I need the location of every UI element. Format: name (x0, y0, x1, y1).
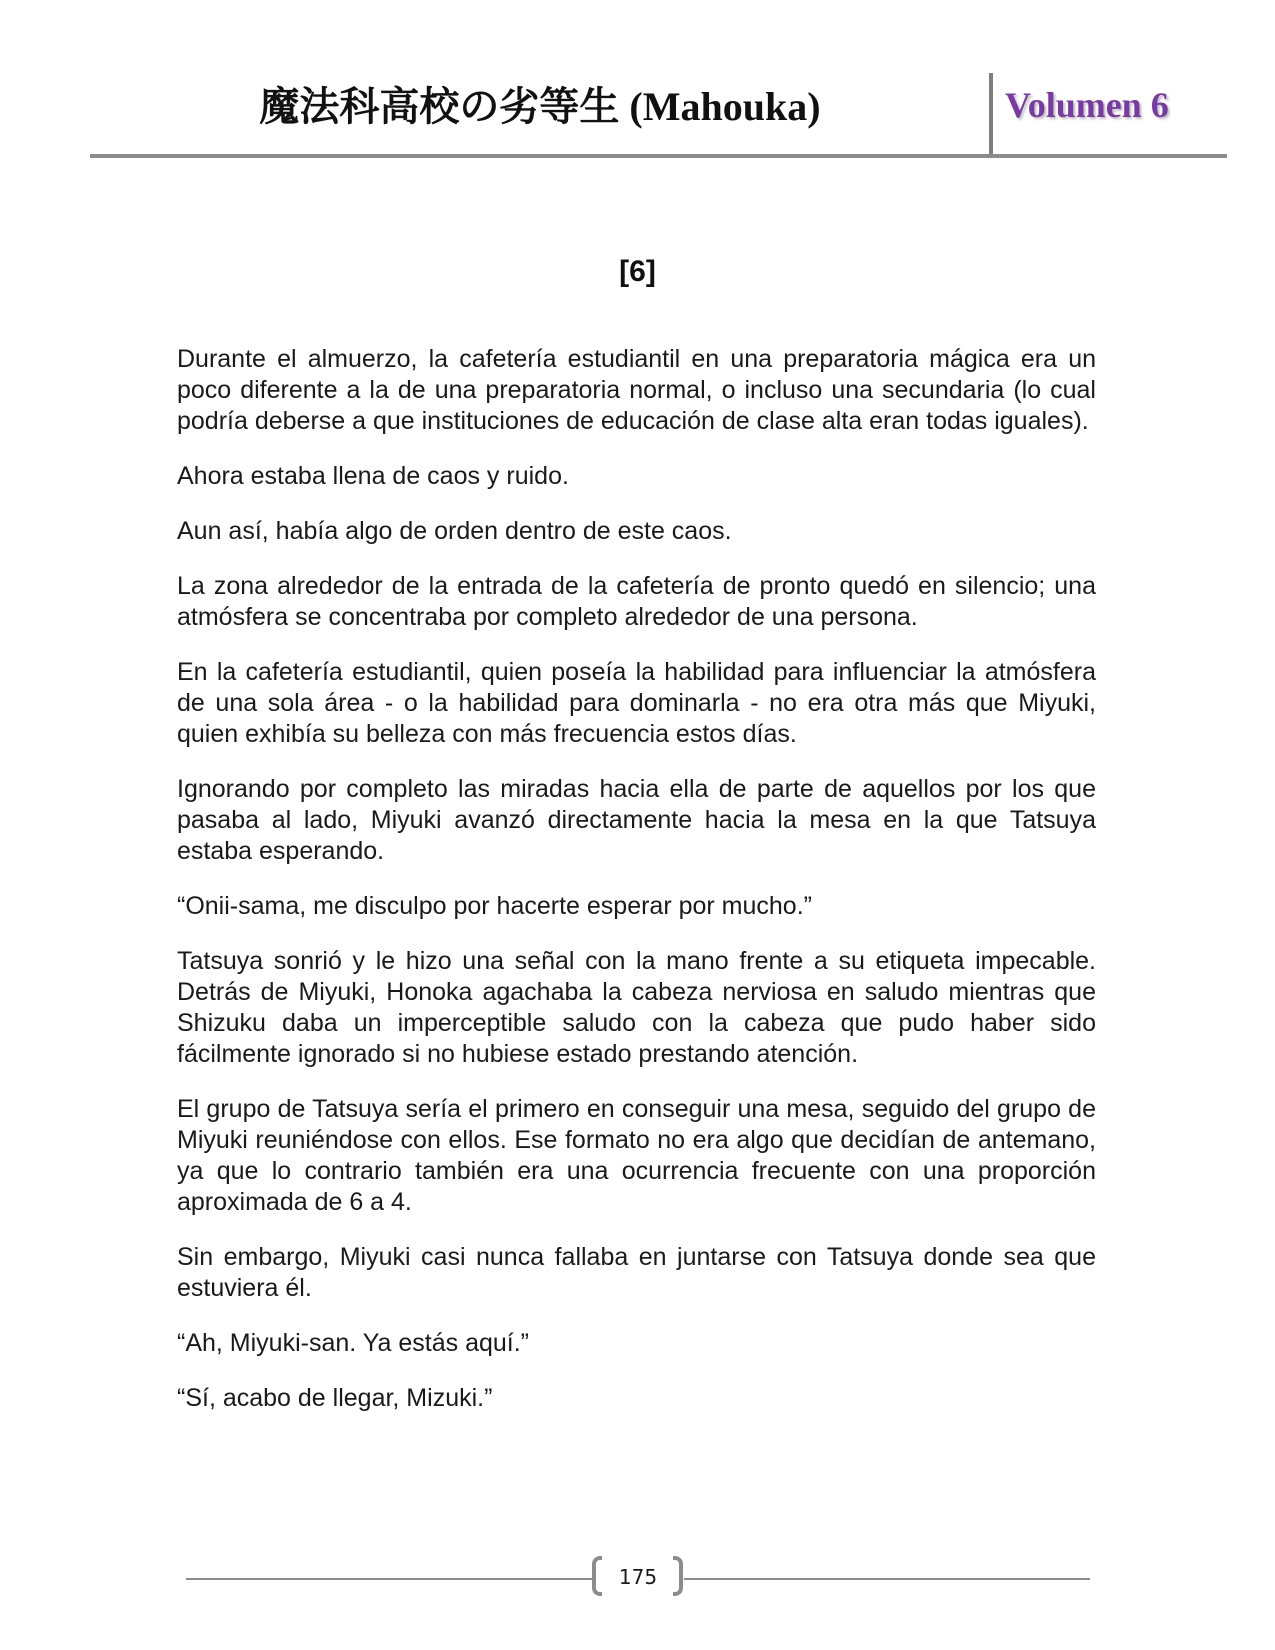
chapter-heading: [6] (619, 255, 656, 288)
right-bracket-icon (673, 1556, 683, 1596)
paragraph: En la cafetería estudiantil, quien poseía la habilidad para influenciar la atmósfera de una sola área - o la habilidad para dominarla - no era otra más que Miyuki, quien exhibía su belleza con más frecuencia estos días. (177, 658, 1096, 748)
paragraph: El grupo de Tatsuya sería el primero en conseguir una mesa, seguido del grupo de Miyuki reuniéndose con ellos. Ese formato no era algo que decidían de antemano, ya que lo contrario también era una ocurrencia frecuente con una proporción aproximada de 6 a 4. (177, 1095, 1096, 1216)
volume-label: Volumen 6 (1005, 85, 1169, 125)
body-text (177, 344, 1096, 1438)
header-rule (90, 154, 1227, 158)
book-title: 魔法科高校の劣等生 (Mahouka) (259, 84, 821, 129)
left-bracket-icon (592, 1556, 602, 1596)
paragraph: Sin embargo, Miyuki casi nunca fallaba en juntarse con Tatsuya donde sea que estuviera él. (177, 1243, 1096, 1302)
header-divider (989, 73, 993, 157)
paragraph: Durante el almuerzo, la cafetería estudiantil en una preparatoria mágica era un poco diferente a la de una preparatoria normal, o incluso una secundaria (lo cual podría deberse a que instituciones de educación de clase alta eran todas iguales). (177, 345, 1096, 435)
paragraph: “Sí, acabo de llegar, Mizuki.” (177, 1384, 493, 1412)
paragraph: Aun así, había algo de orden dentro de este caos. (177, 517, 732, 545)
footer-rule-left (186, 1578, 592, 1580)
paragraph: Ignorando por completo las miradas hacia ella de parte de aquellos por los que pasaba al lado, Miyuki avanzó directamente hacia la mesa en la que Tatsuya estaba esperando. (177, 775, 1096, 865)
paragraph: La zona alrededor de la entrada de la cafetería de pronto quedó en silencio; una atmósfera se concentraba por completo alrededor de una persona. (177, 572, 1096, 631)
page-number: 175 (618, 1565, 658, 1589)
paragraph: Tatsuya sonrió y le hizo una señal con la mano frente a su etiqueta impecable. Detrás de Miyuki, Honoka agachaba la cabeza nerviosa en saludo mientras que Shizuku daba un imperceptible saludo con la cabeza que pudo haber sido fácilmente ignorado si no hubiese estado prestando atención. (177, 947, 1096, 1068)
paragraph: “Onii-sama, me disculpo por hacerte esperar por mucho.” (177, 892, 812, 920)
paragraph: “Ah, Miyuki-san. Ya estás aquí.” (177, 1329, 530, 1357)
footer-rule-right (684, 1578, 1090, 1580)
paragraph: Ahora estaba llena de caos y ruido. (177, 462, 569, 490)
